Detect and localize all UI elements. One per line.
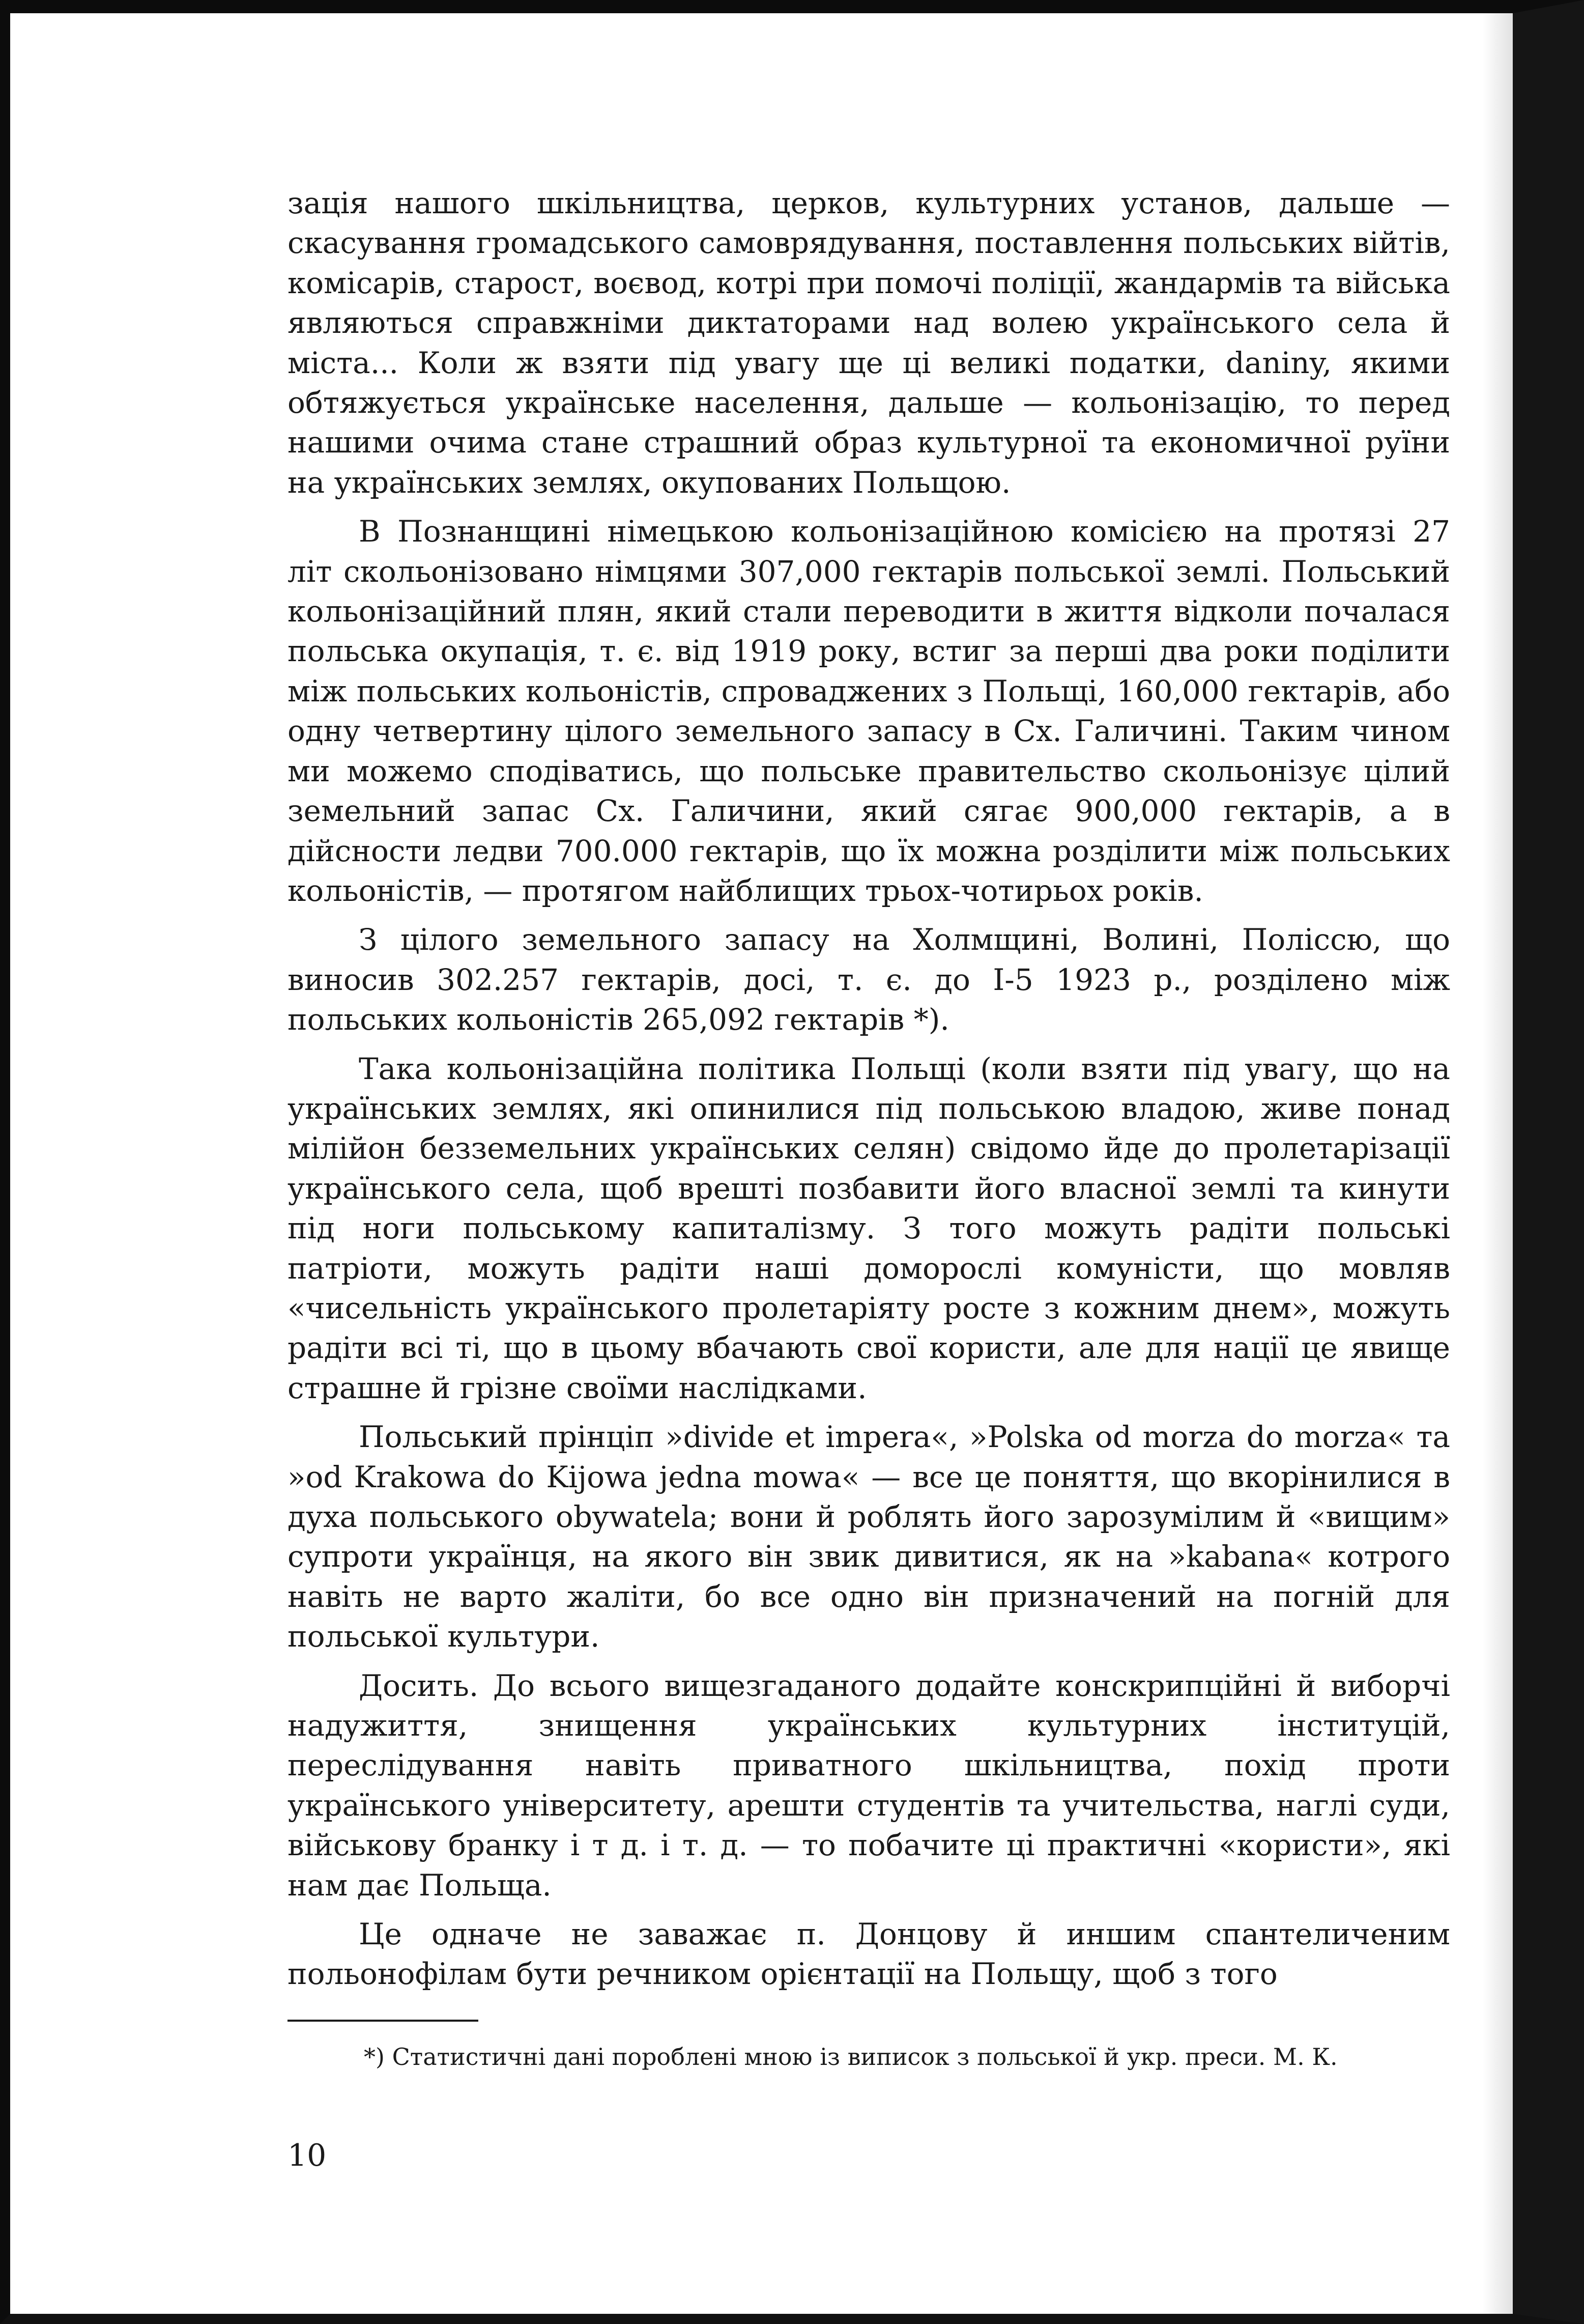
paragraph-5: Польський прінціп »divide et impera«, »Polska od morza do morza« та »od Krakowa do Kijowa jedna mowa« — все це поняття, що вкорінилися в духа польського obywatela; вони й роблять його зарозумілим й «вищим» супроти українця, на якого він звик дивитися, як на »kabana« котрого навіть не варто жаліти, бо все одно він призначений на погній для польської культури. xyxy=(287,1420,1450,1654)
body-text xyxy=(287,183,1450,1994)
paragraph-4: Така кольонізаційна політика Польщі (коли взяти під увагу, що на українських землях, які опинилися під польською владою, живе понад мілійон безземельних українських селян) свідомо йде до пролетарізації українського села, щоб врешті позбавити його власної землі та кинути під ноги польському капиталізму. З того можуть радіти польські патріоти, можуть радіти наші доморослі комуністи, що мовляв «чисельність українського пролетаріяту росте з кожним днем», можуть радіти всі ті, що в цьому вбачають свої користи, але для нації це явище страшне й грізне своїми наслідками. xyxy=(287,1051,1450,1405)
paragraph-2: В Познанщині німецькою кольонізаційною комісією на протязі 27 літ скольонізовано німцями 307,000 гектарів польської землі. Польський кольонізаційний плян, який стали переводити в життя відколи почалася польська окупація, т. є. від 1919 року, встиг за перші два роки поділити між польських кольоністів, спроваджених з Польщі, 160,000 гектарів, або одну четвертину цілого земельного запасу в Сх. Галичині. Таким чином ми можемо сподіватись, що польське правительство скольонізує цілий земельний запас Сх. Галичини, який сягає 900,000 гектарів, а в дійсности ледви 700.000 гектарів, що їх можна розділити між польських кольоністів, — протягом найблищих трьох-чотирьох років. xyxy=(287,514,1450,908)
footnote: *) Статистичні дані пороблені мною із виписок з польської й укр. преси. М. К. xyxy=(364,2043,1338,2071)
footnote-divider xyxy=(287,2020,478,2022)
paragraph-6: Досить. До всього вищезгаданого додайте конскрипційні й виборчі надужиття, знищення українських культурних інституцій, переслідування навіть приватного шкільництва, похід проти українського університету, арешти студентів та учительства, наглі суди, військову бранку і т д. і т. д. — то побачите ці практичні «користи», які нам дає Польща. xyxy=(287,1668,1450,1903)
page-number: 10 xyxy=(287,2138,327,2173)
paragraph-3: З цілого земельного запасу на Холмщині, Волині, Поліссю, що виносив 302.257 гектарів, досі, т. є. до І-5 1923 р., розділено між польських кольоністів 265,092 гектарів *). xyxy=(287,922,1450,1037)
paragraph-1: зація нашого шкільництва, церков, культурних установ, дальше — скасування громадського самоврядування, поставлення польських війтів, комісарів, старост, воєвод, котрі при помочі поліції, жандармів та війська являються справжніми диктаторами над волею українського села й міста... Коли ж взяти під увагу ще ці великі податки, daniny, якими обтяжується українське населення, дальше — кольонізацію, то перед нашими очима стане страшний образ культурної та економичної руїни на українських землях, окупованих Польщою. xyxy=(287,186,1450,500)
paragraph-7: Це одначе не заважає п. Донцову й иншим спантеличеним польонофілам бути речником орієнтації на Польщу, щоб з того xyxy=(287,1917,1450,1992)
